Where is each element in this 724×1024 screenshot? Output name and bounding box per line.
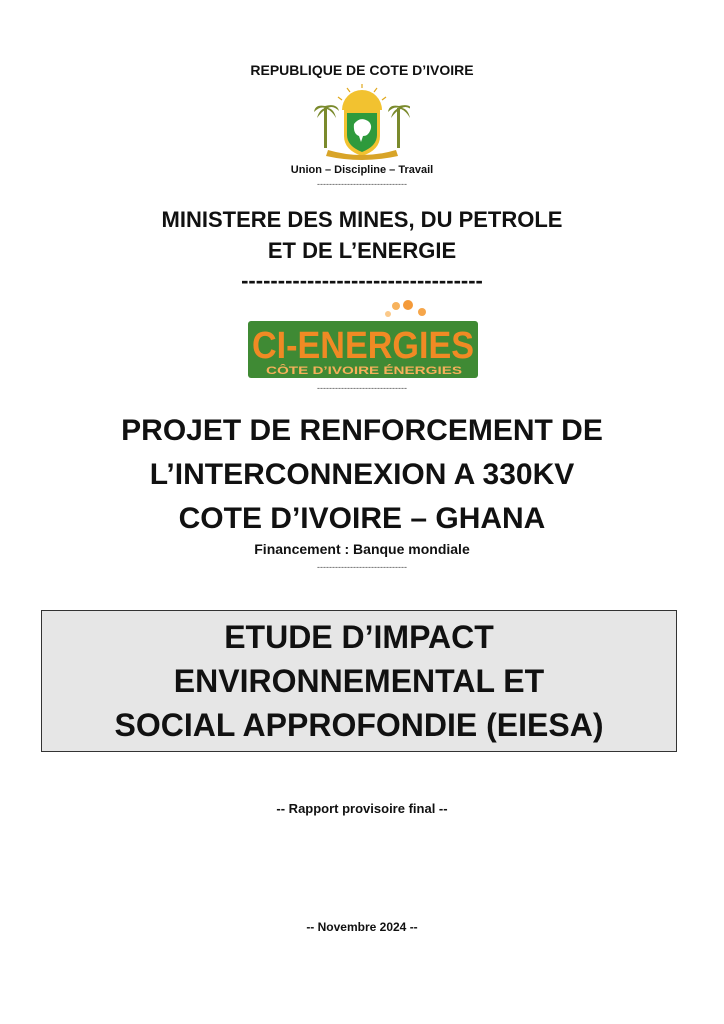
republic-title: REPUBLIQUE DE COTE D’IVOIRE <box>250 62 474 78</box>
ministry-line-2: ET DE L’ENERGIE <box>267 238 457 263</box>
ministry-line-1: MINISTERE DES MINES, DU PETROLE <box>161 207 563 232</box>
study-title-line-1: ETUDE D’IMPACT <box>224 619 494 655</box>
project-title-line-1: PROJET DE RENFORCEMENT DE <box>121 414 603 447</box>
project-title-line-3: COTE D’IVOIRE – GHANA <box>178 502 546 535</box>
svg-text:CI-ENERGIES: CI-ENERGIES <box>252 325 474 367</box>
study-title <box>115 615 604 747</box>
funding-source: Financement : Banque mondiale <box>254 541 470 557</box>
project-title <box>0 409 724 541</box>
report-status: -- Rapport provisoire final -- <box>276 801 448 816</box>
separator-line-bold: --------------------------------- <box>241 268 483 293</box>
national-motto: Union – Discipline – Travail <box>290 164 434 176</box>
report-date: -- Novembre 2024 -- <box>306 920 418 934</box>
coat-of-arms-icon <box>314 84 410 160</box>
separator-line: ------------------------------ <box>317 562 407 572</box>
ministry-name <box>0 204 724 266</box>
study-title-line-2: ENVIRONNEMENTAL ET <box>173 663 545 699</box>
study-title-box <box>41 610 677 752</box>
separator-line: ------------------------------ <box>317 179 407 189</box>
ci-energies-logo <box>248 300 478 380</box>
separator-line: ------------------------------ <box>317 383 407 393</box>
project-title-line-2: L’INTERCONNEXION A 330KV <box>149 458 575 491</box>
svg-text:CÔTE D’IVOIRE ÉNERGIES: CÔTE D’IVOIRE ÉNERGIES <box>266 365 408 377</box>
study-title-line-3: SOCIAL APPROFONDIE (EIESA) <box>114 707 604 743</box>
